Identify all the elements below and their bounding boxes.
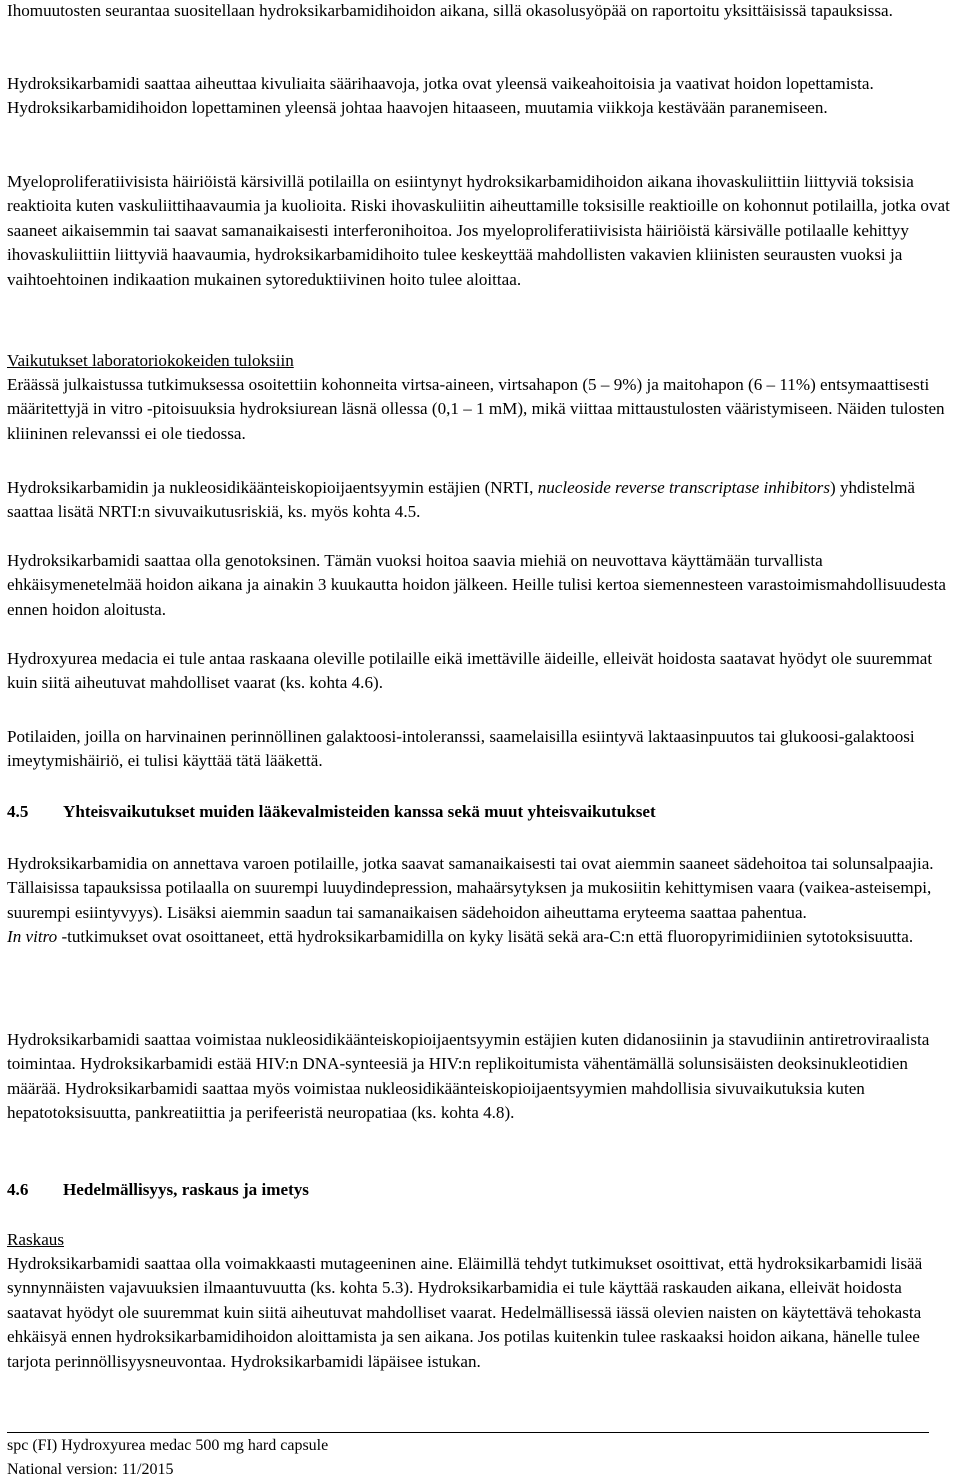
paragraph-pregnancy-warning: Hydroxyurea medacia ei tule antaa raskaana oleville potilaille eikä imettäville äideille, elleivät hoidosta saatavat hyödyt ole suuremmat kuin siitä aiheutuvat mahdolliset vaarat (ks. kohta 4.6). [7, 649, 933, 693]
paragraph-genotoxic: Hydroksikarbamidi saattaa olla genotoksinen. Tämän vuoksi hoitoa saavia miehiä on neuvottava käyttämään turvallista ehkäisymenetelmää hoidon aikana ja ainakin 3 kuukautta hoidon jälkeen. Heille tulisi kertoa siemennesteen varastoimismahdollisuudesta ennen hoidon aloitusta. [7, 551, 946, 619]
radiotherapy-text-a: Hydroksikarbamidia on annettava varoen potilaille, jotka saavat samanaikaisesti tai ovat aiemmin saaneet sädehoitoa tai solunsalpaajia. Tällaisissa tapauksissa potilaalla on suurempi luuydindepression, mahaärsytyksen ja mukosiitin kehittymisen vaara (vaikea-asteisempi, suurempi esiintyvyys). Lisäksi aiemmin saadun tai samanaikaisen sädehoidon aiheuttama eryteema saattaa pahentua. [7, 854, 934, 922]
paragraph-lab-effects: Eräässä julkaistussa tutkimuksessa osoitettiin kohonneita virtsa-aineen, virtsahapon (5 – 9%) ja maitohapon (6 – 11%) entsymaattisesti määritettyjä in vitro -pitoisuuksia hydroksiurean läsnä ollessa (0,1 – 1 mM), mikä viittaa mittaustulosten vääristymiseen. Näiden tulosten kliininen relevanssi ei ole tiedossa. [7, 375, 945, 443]
subheading-pregnancy: Raskaus [7, 1230, 64, 1249]
radiotherapy-text-b: -tutkimukset ovat osoittaneet, että hydroksikarbamidilla on kyky lisätä sekä ara-C:n että fluoropyrimidiinien sytotoksisuutta. [57, 927, 914, 947]
paragraph-antiretroviral: Hydroksikarbamidi saattaa voimistaa nukleosidikäänteiskopioijaentsyymin estäjien kuten didanosiinin ja stavudiinin antiretroviraalista toimintaa. Hydroksikarbamidi estää HIV:n DNA-synteesiä ja HIV:n replikoitumista vähentämällä solunsisäisten deoksinukleotidien määrää. Hydroksikarbamidi saattaa myös voimistaa nukleosidikäänteiskopioijaentsyymien mahdollisia sivuvaikutuksia kuten hepatotoksisuutta, pankreatiittia ja perifeeristä neuropatiaa (ks. kohta 4.8). [7, 1030, 930, 1123]
section-heading-4-5 [7, 800, 656, 824]
nrti-text-b: ) yhdistelmä saattaa lisätä NRTI:n sivuvaikutusriskiä, ks. myös kohta 4.5. [7, 478, 915, 522]
paragraph-pregnancy: Hydroksikarbamidi saattaa olla voimakkaasti mutageeninen aine. Eläimillä tehdyt tutkimukset osoittivat, että hydroksikarbamidi lisää synnynnäisten vajavuuksien ilmaantuvuutta (ks. kohta 5.3). Hydroksikarbamidia ei tule käyttää raskauden aikana, elleivät hoidosta saatavat hyödyt ole suuremmat kuin siitä aiheutuvat mahdolliset vaarat. Hedelmällisessä iässä olevien naisten on käytettävä tehokasta ehkäisyä ennen hydroksikarbamidihoidon aloittamista ja sen aikana. Jos potilas kuitenkin tulee raskaaksi hoidon aikana, hänelle tulee tarjota perinnöllisyysneuvontaa. Hydroksikarbamidi läpäisee istukan. [7, 1254, 923, 1371]
section-number: 4.6 [7, 1180, 29, 1199]
paragraph-vasculitis: Myeloproliferatiivisista häiriöistä kärsivillä potilailla on esiintynyt hydroksikarbamidihoidon aikana ihovaskuliittiin liittyviä toksisia reaktioita kuten vaskuliittihaavaumia ja kuolioita. Riski ihovaskuliitin aiheuttamille toksisille reaktioille on kohonnut potilailla, jotka ovat saaneet aikaisemmin tai saavat samanaikaisesti interferonihoitoa. Jos myeloproliferatiivisista häiriöistä kärsivälle potilaalle kehittyy ihovaskuliittiin liittyviä haavaumia, hydroksikarbamidihoito tulee keskeyttää mahdollisten vakavien kliinisten seurausten vuoksi ja vaihtoehtoinen indikaation mukainen sytoreduktiivinen hoito tulee aloittaa. [7, 172, 950, 289]
section-title: Hedelmällisyys, raskaus ja imetys [63, 1180, 309, 1199]
page-footer [7, 1434, 328, 1482]
paragraph-skin-monitoring: Ihomuutosten seurantaa suositellaan hydroksikarbamidihoidon aikana, sillä okasolusyöpää on raportoitu yksittäisissä tapauksissa. [7, 1, 893, 20]
paragraph-nrti [7, 476, 955, 525]
footer-version: National version: 11/2015 [7, 1461, 174, 1478]
footer-product: spc (FI) Hydroxyurea medac 500 mg hard capsule [7, 1437, 329, 1454]
nrti-text-a: Hydroksikarbamidin ja nukleosidikäänteiskopioijaentsyymin estäjien (NRTI, [7, 478, 538, 497]
paragraph-radiotherapy [7, 852, 955, 950]
paragraph-leg-ulcers: Hydroksikarbamidi saattaa aiheuttaa kivuliaita säärihaavoja, jotka ovat yleensä vaikeahoitoisia ja vaativat hoidon lopettamista. Hydroksikarbamidihoidon lopettaminen yleensä johtaa haavojen hitaaseen, muutamia viikkoja kestävään paranemiseen. [7, 74, 874, 118]
in-vitro-italic: In vitro [7, 927, 58, 947]
section-title: Yhteisvaikutukset muiden lääkevalmisteiden kanssa sekä muut yhteisvaikutukset [63, 802, 656, 821]
section-heading-4-6 [7, 1178, 309, 1202]
footer-divider [7, 1432, 929, 1433]
nrti-italic: nucleoside reverse transcriptase inhibitors [537, 478, 830, 497]
paragraph-galactose: Potilaiden, joilla on harvinainen perinnöllinen galaktoosi-intoleranssi, saamelaisilla esiintyvä laktaasinpuutos tai glukoosi-galaktoosi imeytymishäiriö, ei tulisi käyttää tätä lääkettä. [7, 727, 915, 771]
section-number: 4.5 [7, 802, 29, 821]
subheading-lab-effects: Vaikutukset laboratoriokokeiden tuloksiin [7, 351, 294, 370]
